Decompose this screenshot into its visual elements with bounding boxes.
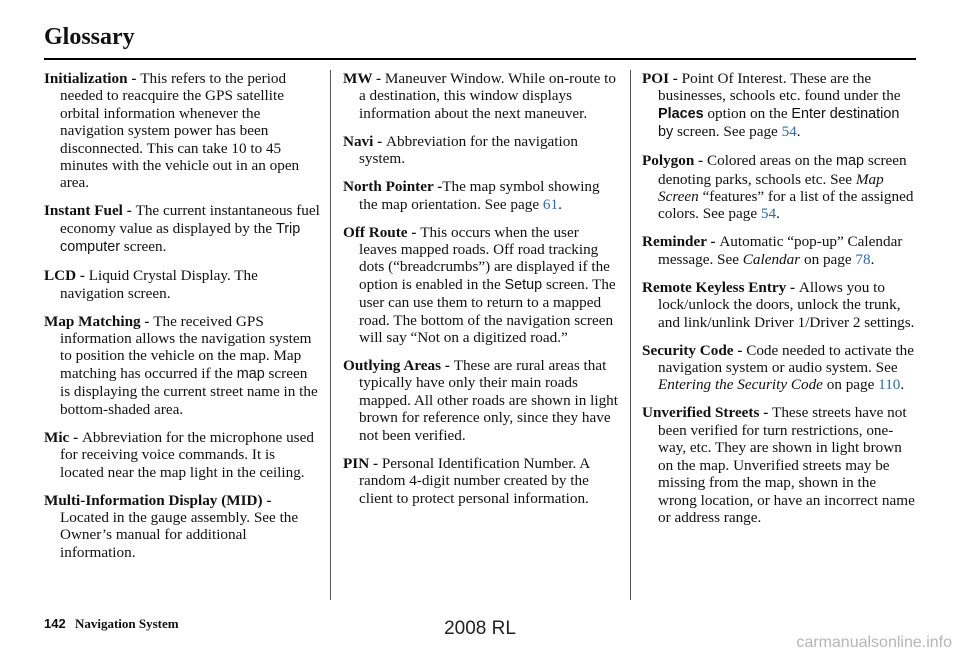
section-name: Navigation System: [74, 616, 179, 631]
glossary-term: Polygon -: [642, 152, 707, 170]
glossary-term: Multi-Information Display (MID) -: [44, 491, 272, 509]
glossary-term: Initialization -: [44, 70, 141, 87]
definition-text: Places: [658, 105, 704, 122]
definition-text: These streets have not been verified for turn restrictions, one-way, etc. They are shown in light brown on the map. Unverified streets may be missing from the map, shown in the wrong location, or have an incorrect name or address range.: [658, 404, 915, 526]
glossary-entry: [44, 492, 320, 562]
glossary-entry: [343, 70, 619, 122]
definition-text: Personal Identification Number. A random 4-digit number created by the client to protect personal information.: [359, 454, 590, 507]
definition-text: These are rural areas that typically have only their main roads mapped. All other roads are shown in light brown for reference only, since they have not been verified.: [359, 357, 618, 444]
glossary-term: Instant Fuel -: [44, 202, 136, 220]
definition-text: The map symbol showing the map orientation. See page: [359, 178, 600, 213]
definition-text: on page: [800, 250, 856, 268]
definition-text: Liquid Crystal Display. The navigation screen.: [60, 267, 258, 302]
glossary-term: Navi -: [343, 132, 387, 150]
glossary-entry: [642, 233, 918, 268]
glossary-column-3: [642, 70, 918, 537]
definition-text: “features” for a list of the assigned colors. See page: [658, 188, 914, 223]
definition-text: option on the: [703, 104, 792, 122]
definition-text: Maneuver Window. While on-route to a destination, this window displays information about the next maneuver.: [359, 70, 616, 122]
glossary-term: Unverified Streets -: [642, 404, 773, 422]
definition-text: Enter destination by: [658, 105, 900, 141]
glossary-term: Outlying Areas -: [343, 357, 454, 375]
glossary-entry: [44, 202, 320, 256]
glossary-term: Off Route -: [343, 223, 421, 241]
glossary-entry: [642, 279, 918, 331]
watermark: carmanualsonline.info: [796, 634, 952, 651]
definition-text: map: [836, 153, 865, 170]
glossary-entry: [343, 224, 619, 347]
title-rule: [44, 58, 916, 60]
glossary-entry: [44, 70, 320, 192]
definition-text: .: [796, 123, 801, 141]
definition-text: .: [870, 250, 875, 268]
definition-text: map: [236, 365, 265, 382]
glossary-term: LCD -: [44, 267, 89, 285]
model-year-label: 2008 RL: [444, 618, 516, 639]
definition-text: Setup: [504, 276, 543, 293]
page-title: Glossary: [44, 24, 135, 50]
page-reference-link[interactable]: 54: [781, 123, 797, 141]
definition-text: The current instantaneous fuel economy value as displayed by the: [60, 202, 320, 237]
definition-text: Colored areas on the: [706, 152, 837, 170]
definition-text: screen is displaying the current street name in the bottom-shaded area.: [60, 364, 318, 418]
definition-text: Calendar: [742, 250, 801, 268]
definition-text: Point Of Interest. These are the businesses, schools etc. found under the: [658, 70, 901, 105]
definition-text: screen. The user can use them to return to a mapped road. The bottom of the navigation screen will say “Not on a digitized road.”: [359, 275, 616, 347]
definition-text: Code needed to activate the navigation system or audio system. See: [658, 341, 915, 377]
page-number: 142: [44, 616, 66, 631]
page-reference-link[interactable]: 110: [878, 376, 901, 394]
page-reference-link[interactable]: 54: [760, 205, 777, 223]
definition-text: screen.: [120, 238, 167, 256]
definition-text: The received GPS information allows the navigation system to position the vehicle on the map. Map matching has occurred if the: [60, 312, 312, 382]
glossary-entry: [642, 152, 918, 223]
column-divider: [330, 70, 331, 600]
glossary-term: POI -: [642, 70, 682, 87]
glossary-term: Remote Keyless Entry -: [642, 278, 799, 296]
definition-text: screen denoting parks, schools etc. See: [658, 152, 907, 188]
glossary-term: Mic -: [44, 428, 82, 446]
definition-text: Trip computer: [60, 220, 301, 256]
definition-text: .: [776, 205, 780, 223]
glossary-term: MW -: [343, 70, 385, 87]
glossary-entry: [343, 178, 619, 213]
definition-text: on page: [822, 376, 879, 394]
definition-text: Located in the gauge assembly. See the Owner’s manual for additional information.: [60, 508, 299, 561]
glossary-term: North Pointer -: [343, 178, 443, 196]
definition-text: Abbreviation for the microphone used for receiving voice commands. It is located near the map light in the ceiling.: [60, 428, 314, 481]
definition-text: This refers to the period needed to reacquire the GPS satellite orbital information whenever the navigation system power has been disconnected. This can take 10 to 45 minutes with the vehicle out in an open area.: [60, 70, 300, 192]
glossary-term: PIN -: [343, 454, 382, 472]
glossary-entry: [642, 404, 918, 526]
definition-text: .: [558, 195, 562, 213]
glossary-term: Security Code -: [642, 341, 747, 359]
glossary-entry: [343, 133, 619, 168]
page-reference-link[interactable]: 61: [542, 195, 559, 213]
glossary-entry: [642, 70, 918, 142]
glossary-column-1: [44, 70, 320, 572]
definition-text: This occurs when the user leaves mapped roads. Off road tracking dots (“breadcrumbs”) are displayed if the option is enabled in the: [359, 223, 610, 293]
definition-text: Automatic “pop-up” Calendar message. See: [658, 233, 903, 268]
definition-text: .: [900, 376, 905, 394]
glossary-entry: [44, 313, 320, 418]
glossary-term: Map Matching -: [44, 312, 154, 330]
glossary-entry: [44, 267, 320, 302]
definition-text: Map Screen: [658, 170, 884, 206]
page-reference-link[interactable]: 78: [855, 250, 871, 268]
glossary-entry: [642, 342, 918, 394]
definition-text: Abbreviation for the navigation system.: [359, 132, 578, 168]
column-divider: [630, 70, 631, 600]
glossary-entry: [343, 455, 619, 507]
definition-text: Entering the Security Code: [658, 376, 823, 394]
definition-text: screen. See page: [673, 123, 782, 141]
glossary-entry: [343, 357, 619, 444]
glossary-column-2: [343, 70, 619, 518]
glossary-entry: [44, 429, 320, 481]
glossary-term: Reminder -: [642, 233, 720, 251]
definition-text: Allows you to lock/unlock the doors, unlock the trunk, and link/unlink Driver 1/Driver 2 settings.: [658, 278, 915, 331]
